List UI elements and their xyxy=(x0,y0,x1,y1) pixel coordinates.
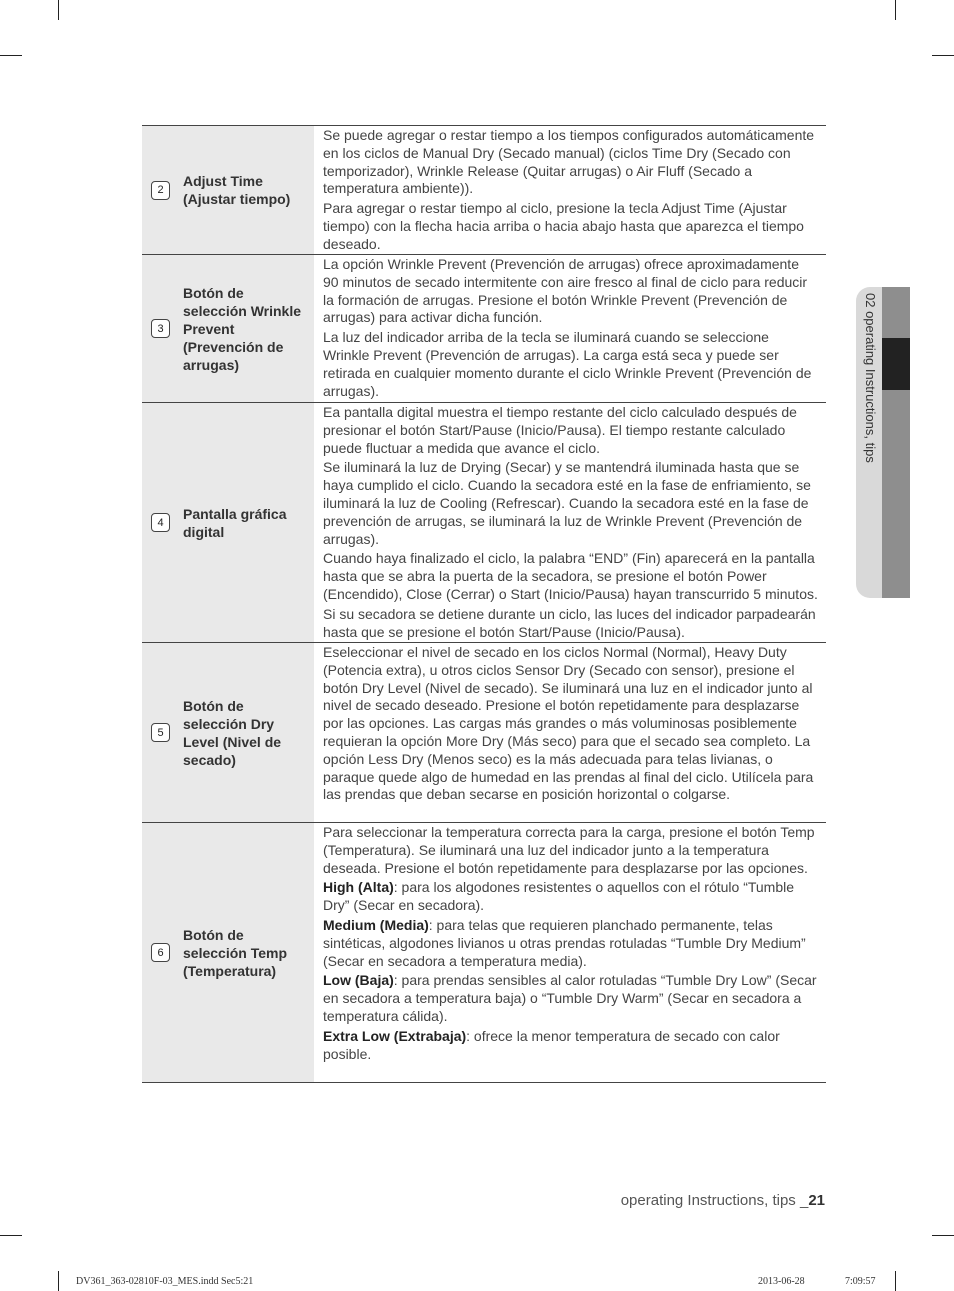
feature-cell xyxy=(142,823,314,1082)
feature-label: Botón de selección Wrinkle Prevent (Prevención de arrugas) xyxy=(183,284,302,373)
feature-number-badge: 3 xyxy=(151,319,170,338)
feature-label: Pantalla gráfica digital xyxy=(183,505,287,540)
side-tab-strip xyxy=(882,287,910,598)
table-row xyxy=(142,403,826,643)
description-paragraph: La opción Wrinkle Prevent (Prevención de arrugas) ofrece aproximadamente 90 minutos de secado intermitente con aire fresco al final de ciclo para reducir la formación de arrugas. Presione el botón Wrinkle Prevent (Prevención de arrugas) para activar dicha función. xyxy=(323,256,808,326)
feature-cell xyxy=(142,126,314,254)
footer-section-title: operating Instructions, tips _ xyxy=(620,1192,809,1209)
description-paragraph: Si su secadora se detiene durante un ciclo, las luces del indicador parpadearán hasta que se presione el botón Start/Pause (Inicio/Pausa). xyxy=(323,605,816,640)
print-slug-time: 7:09:57 xyxy=(845,1276,876,1287)
description-paragraph: Low (Baja): para prendas sensibles al calor rotuladas “Tumble Dry Low” (Secar en secadora a temperatura baja) o “Tumble Dry Warm” (Secar en secadora a temperatura cálida). xyxy=(323,972,817,1024)
description-paragraph: Eseleccionar el nivel de secado en los ciclos Normal (Normal), Heavy Duty (Potencia extra), u otros ciclos Sensor Dry (Secado con sensor), presione el botón Dry Level (Nivel de secado). Se iluminará una luz en el indicador junto al nivel de secado deseado. Presione el botón repetidamente para desplazarse por las opciones. Las cargas más grandes o más voluminosas posiblemente requieran la opción More Dry (Más seco) para que el secado sea completo. La opción Less Dry (Menos seco) es la más adecuada para telas livianas, o paraque quede algo de humedad en las prendas al final del ciclo. Utilícela para las prendas que deban secarse en posición horizontal o colgarse. xyxy=(323,644,814,803)
feature-description xyxy=(314,255,826,402)
crop-mark xyxy=(932,55,954,56)
description-paragraph: Cuando haya finalizado el ciclo, la palabra “END” (Fin) aparecerá en la pantalla hasta que se abra la puerta de la secadora, se presione el botón Power (Encendido), Close (Cerrar) o Start (Inicio/Pausa) hayan transcurrido 5 minutos. xyxy=(323,550,818,602)
feature-cell xyxy=(142,255,314,402)
print-slug-date: 2013-06-28 xyxy=(758,1276,805,1287)
description-paragraph: Medium (Media): para telas que requieren planchado permanente, telas sintéticas, algodones livianos u otras prendas rotuladas “Tumble Dry Medium” (Secar en secadora a temperatura media). xyxy=(323,916,806,969)
crop-mark xyxy=(0,55,22,56)
description-paragraph: High (Alta): para los algodones resistentes o aquellos con el rótulo “Tumble Dry” (Secar en secadora). xyxy=(323,879,795,914)
description-paragraph: Se puede agregar o restar tiempo a los tiempos configurados automáticamente en los ciclos de Manual Dry (Secado manual) (ciclos Time Dry (Secado con temporizador), Wrinkle Release (Quitar arrugas) o Air Fluff (Secado a temperatura ambiente)). xyxy=(323,127,815,197)
feature-number-badge: 5 xyxy=(151,723,170,742)
description-paragraph: Para seleccionar la temperatura correcta para la carga, presione el botón Temp (Temperatura). Se iluminará una luz del indicador junto a la temperatura deseada. Presione el botón repetidamente para desplazarse por las opciones. xyxy=(323,824,815,876)
feature-cell xyxy=(142,403,314,642)
table-row xyxy=(142,643,826,823)
feature-number-badge: 6 xyxy=(151,943,170,962)
feature-description xyxy=(314,823,826,1082)
crop-mark xyxy=(932,1235,954,1236)
description-paragraph: Para agregar o restar tiempo al ciclo, presione la tecla Adjust Time (Ajustar tiempo) con la flecha hacia arriba o hacia abajo hasta que aparezca el tiempo deseado. xyxy=(323,200,804,252)
page-number: 21 xyxy=(808,1192,825,1209)
feature-label: Botón de selección Dry Level (Nivel de secado) xyxy=(183,697,282,768)
feature-number-badge: 2 xyxy=(151,181,170,200)
side-tab-label: 02 operating Instructions, tips xyxy=(863,293,878,463)
description-paragraph: Extra Low (Extrabaja): ofrece la menor temperatura de secado con calor posible. xyxy=(323,1027,780,1062)
description-paragraph: La luz del indicador arriba de la tecla se iluminará cuando se seleccione Wrinkle Prevent (Prevención de arrugas). La carga está seca y puede ser retirada en cualquier momento durante el ciclo Wrinkle Prevent (Prevención de arrugas). xyxy=(323,329,812,399)
description-paragraph: Se iluminará la luz de Drying (Secar) y se mantendrá iluminada hasta que se haya cumplido el ciclo. Cuando la secadora esté en la fase de enfriamiento, se iluminará la luz de Cooling (Refrescar). Cuando la secadora esté en la fase de prevención de arrugas, se iluminará la luz de Wrinkle Prevent (Prevención de arrugas). xyxy=(323,459,811,547)
side-tab-marker xyxy=(882,338,910,390)
feature-label: Adjust Time (Ajustar tiempo) xyxy=(183,173,291,207)
crop-mark xyxy=(895,1271,896,1291)
crop-mark xyxy=(58,1271,59,1291)
crop-mark xyxy=(895,0,896,20)
print-slug-file: DV361_363-02810F-03_MES.indd Sec5:21 xyxy=(76,1276,254,1287)
table-row xyxy=(142,255,826,403)
features-table xyxy=(142,125,826,1083)
table-row xyxy=(142,126,826,255)
feature-number-badge: 4 xyxy=(151,513,170,532)
crop-mark xyxy=(0,1235,22,1236)
table-row xyxy=(142,823,826,1083)
description-paragraph: Ea pantalla digital muestra el tiempo restante del ciclo calculado después de presionar el botón Start/Pause (Inicio/Pausa). El tiempo restante calculado puede fluctuar a medida que avance el ciclo. xyxy=(323,404,797,456)
feature-description xyxy=(314,403,826,642)
feature-cell xyxy=(142,643,314,822)
crop-mark xyxy=(58,0,59,20)
page-footer xyxy=(621,1192,825,1209)
feature-label: Botón de selección Temp (Temperatura) xyxy=(183,926,288,979)
feature-description xyxy=(314,643,826,822)
feature-description xyxy=(314,126,826,254)
